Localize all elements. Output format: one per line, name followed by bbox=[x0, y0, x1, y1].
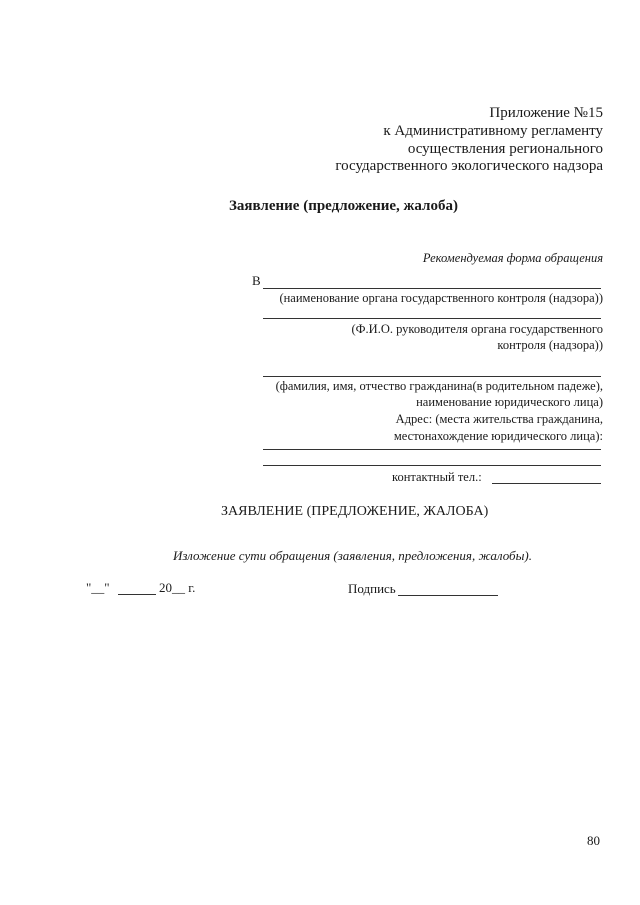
statement-body: Изложение сути обращения (заявления, предложения, жалобы). bbox=[173, 548, 532, 563]
date-year: 20__ г. bbox=[159, 580, 196, 595]
regulation-scope: осуществления регионального bbox=[407, 141, 603, 157]
document-title: Заявление (предложение, жалоба) bbox=[229, 198, 458, 214]
address-label-1: Адрес: (места жительства гражданина, bbox=[395, 412, 603, 426]
phone-line bbox=[492, 483, 601, 484]
date-month-line bbox=[118, 594, 156, 595]
head-name-caption-2: контроля (надзора)) bbox=[497, 338, 603, 352]
page-number: 80 bbox=[587, 833, 600, 848]
address-line-2 bbox=[263, 465, 601, 466]
addressee-prefix: В bbox=[252, 273, 261, 288]
statement-heading: ЗАЯВЛЕНИЕ (ПРЕДЛОЖЕНИЕ, ЖАЛОБА) bbox=[221, 504, 489, 519]
organ-name-caption: (наименование органа государственного контроля (надзора)) bbox=[279, 291, 603, 305]
regulation-name: государственного экологического надзора bbox=[335, 158, 603, 174]
appendix-reference: к Административному регламенту bbox=[383, 123, 603, 139]
appendix-number: Приложение №15 bbox=[489, 105, 603, 121]
address-label-2: местонахождение юридического лица): bbox=[393, 429, 603, 443]
address-line-1 bbox=[263, 449, 601, 450]
recommended-form-note: Рекомендуемая форма обращения bbox=[422, 251, 603, 265]
applicant-caption-2: наименование юридического лица) bbox=[416, 395, 603, 409]
applicant-name-line bbox=[263, 376, 601, 377]
head-name-caption-1: (Ф.И.О. руководителя органа государственного bbox=[351, 322, 603, 336]
applicant-caption-1: (фамилия, имя, отчество гражданина(в родительном падеже), bbox=[275, 379, 603, 393]
head-name-line bbox=[263, 318, 601, 319]
signature-line bbox=[398, 595, 498, 596]
phone-label: контактный тел.: bbox=[392, 470, 482, 484]
organ-name-line bbox=[263, 288, 601, 289]
signature-label: Подпись bbox=[348, 581, 396, 596]
date-day: "__" bbox=[86, 580, 110, 595]
